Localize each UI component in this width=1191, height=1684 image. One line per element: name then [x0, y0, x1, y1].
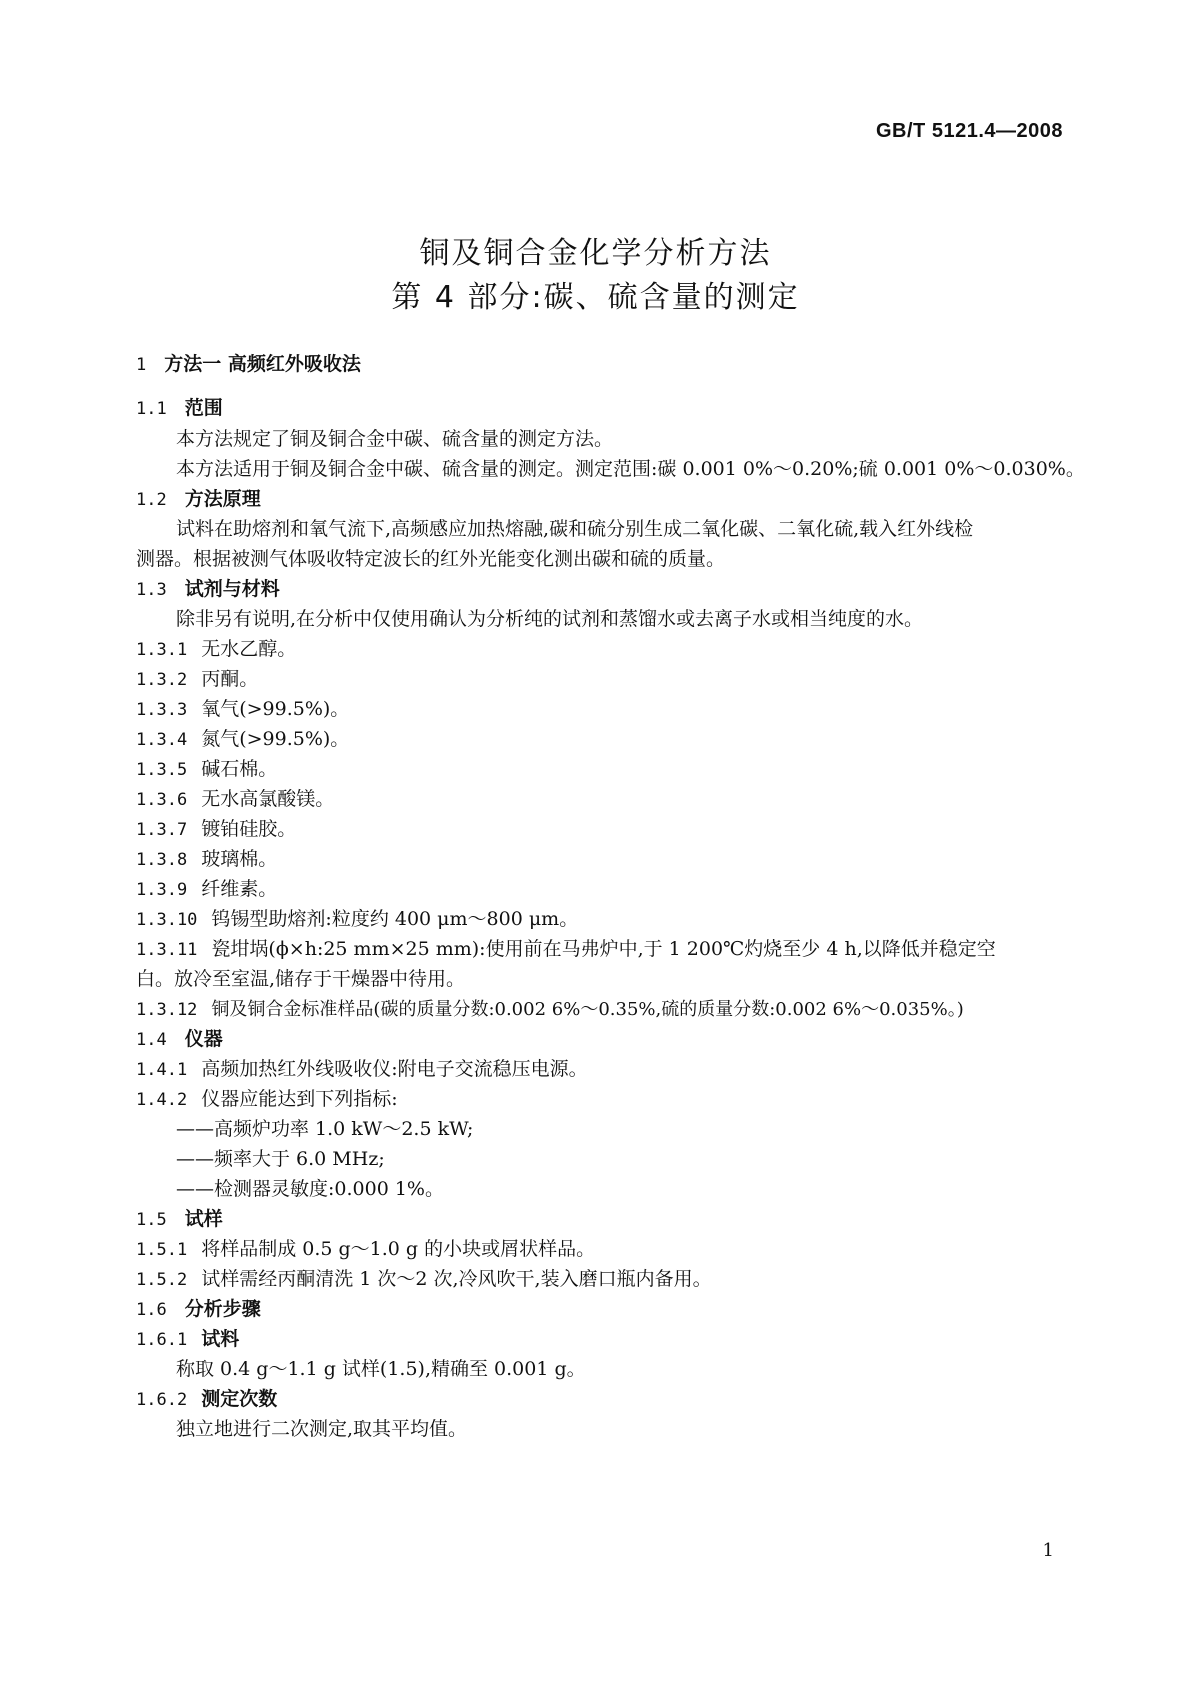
section-1-6-1: 1.6.1 试料	[136, 1328, 240, 1350]
list-item: 1.3.9 纤维素。	[136, 878, 278, 900]
page-number: 1	[1042, 1540, 1054, 1561]
list-item: 1.3.8 玻璃棉。	[136, 848, 278, 870]
paragraph: 除非另有说明,在分析中仅使用确认为分析纯的试剂和蒸馏水或去离子水或相当纯度的水。	[176, 608, 924, 630]
list-item: 1.3.6 无水高氯酸镁。	[136, 788, 335, 810]
list-item: 1.3.4 氮气(>99.5%)。	[136, 728, 350, 750]
list-item: 1.4.2 仪器应能达到下列指标:	[136, 1088, 398, 1110]
document-title: 铜及铜合金化学分析方法	[419, 236, 772, 271]
list-item: 1.3.7 镀铂硅胶。	[136, 818, 297, 840]
section-1: 1 方法一 高频红外吸收法	[136, 353, 361, 375]
list-item: 1.3.10 钨锡型助熔剂:粒度约 400 μm～800 μm。	[136, 908, 579, 930]
paragraph: 称取 0.4 g～1.1 g 试样(1.5),精确至 0.001 g。	[176, 1358, 586, 1380]
list-item: 1.3.2 丙酮。	[136, 668, 259, 690]
list-item: 1.3.3 氧气(>99.5%)。	[136, 698, 350, 720]
paragraph-continued: 测器。根据被测气体吸收特定波长的红外光能变化测出碳和硫的质量。	[136, 548, 726, 570]
dash-item: ——检测器灵敏度:0.000 1%。	[176, 1178, 444, 1200]
section-1-1: 1.1 范围	[136, 397, 223, 419]
list-item: 1.3.11 瓷坩埚(ϕ×h:25 mm×25 mm):使用前在马弗炉中,于 1 200℃灼烧至少 4 h,以降低并稳定空	[136, 938, 996, 960]
paragraph: 本方法规定了铜及铜合金中碳、硫含量的测定方法。	[176, 428, 614, 450]
section-1-2: 1.2 方法原理	[136, 488, 261, 510]
list-item: 1.5.1 将样品制成 0.5 g～1.0 g 的小块或屑状样品。	[136, 1238, 596, 1260]
paragraph: 独立地进行二次测定,取其平均值。	[176, 1418, 468, 1440]
standard-number: GB/T 5121.4—2008	[876, 120, 1063, 142]
document-subtitle: 第 4 部分:碳、硫含量的测定	[391, 280, 800, 315]
list-item: 1.3.1 无水乙醇。	[136, 638, 297, 660]
paragraph: 试料在助熔剂和氧气流下,高频感应加热熔融,碳和硫分别生成二氧化碳、二氧化硫,载入红外线检	[176, 518, 974, 540]
list-item: 1.3.5 碱石棉。	[136, 758, 278, 780]
dash-item: ——高频炉功率 1.0 kW～2.5 kW;	[176, 1118, 474, 1140]
list-item: 1.3.12 铜及铜合金标准样品(碳的质量分数:0.002 6%～0.35%,硫的质量分数:0.002 6%～0.035%。)	[136, 999, 964, 1020]
dash-item: ——频率大于 6.0 MHz;	[176, 1148, 385, 1170]
paragraph: 本方法适用于铜及铜合金中碳、硫含量的测定。测定范围:碳 0.001 0%～0.20%;硫 0.001 0%～0.030%。	[176, 458, 1085, 480]
list-item: 1.5.2 试样需经丙酮清洗 1 次～2 次,冷风吹干,装入磨口瓶内备用。	[136, 1268, 712, 1290]
paragraph-continued: 白。放冷至室温,储存于干燥器中待用。	[136, 968, 466, 990]
section-1-5: 1.5 试样	[136, 1208, 223, 1230]
section-1-3: 1.3 试剂与材料	[136, 578, 280, 600]
section-1-4: 1.4 仪器	[136, 1028, 223, 1050]
section-1-6: 1.6 分析步骤	[136, 1298, 261, 1320]
list-item: 1.4.1 高频加热红外线吸收仪:附电子交流稳压电源。	[136, 1058, 588, 1080]
section-1-6-2: 1.6.2 测定次数	[136, 1388, 278, 1410]
